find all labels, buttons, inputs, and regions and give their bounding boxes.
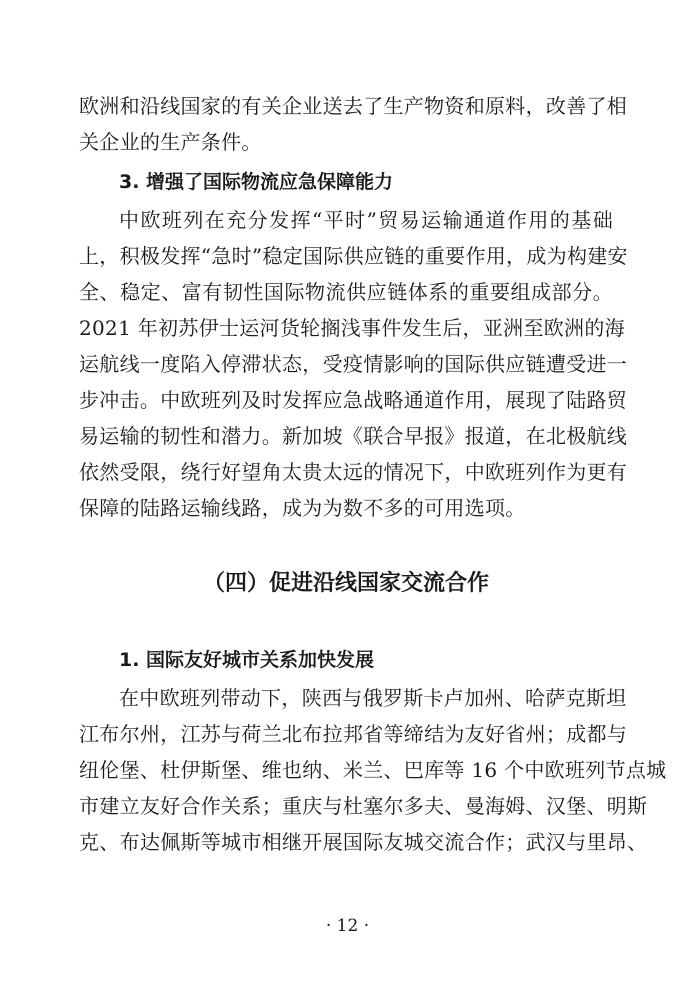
- text-line: 欧洲和沿线国家的有关企业送去了生产物资和原料，改善了相: [79, 94, 628, 118]
- page-number: · 12 ·: [325, 916, 370, 936]
- document-body: [79, 88, 667, 860]
- subheading-friendship-cities: 1. 国际友好城市关系加快发展: [119, 649, 375, 671]
- text-line: 步冲击。中欧班列及时发挥应急战略通道作用，展现了陆路贸: [79, 388, 628, 412]
- text-line: 上，积极发挥“急时”稳定国际供应链的重要作用，成为构建安: [79, 244, 628, 268]
- text-line: 纽伦堡、杜伊斯堡、维也纳、米兰、巴库等 16 个中欧班列节点城: [79, 758, 667, 782]
- text-line: 保障的陆路运输线路，成为为数不多的可用选项。: [79, 496, 526, 520]
- text-line: 易运输的韧性和潜力。新加坡《联合早报》报道，在北极航线: [79, 424, 628, 448]
- paragraph-friendship-cities: [79, 680, 667, 860]
- paragraph-continued: [79, 88, 628, 160]
- text-line: 中欧班列在充分发挥“平时”贸易运输通道作用的基础: [119, 208, 613, 232]
- text-line: 克、布达佩斯等城市相继开展国际友城交流合作；武汉与里昂、: [79, 830, 648, 854]
- text-line: 运航线一度陷入停滞状态，受疫情影响的国际供应链遭受进一: [79, 352, 628, 376]
- text-line: 全、稳定、富有韧性国际物流供应链体系的重要组成部分。: [79, 280, 613, 304]
- text-line: 依然受限，绕行好望角太贵太远的情况下，中欧班列作为更有: [79, 460, 628, 484]
- subheading-logistics: 3. 增强了国际物流应急保障能力: [119, 171, 394, 193]
- text-line: 在中欧班列带动下，陕西与俄罗斯卡卢加州、哈萨克斯坦: [119, 686, 627, 710]
- paragraph-logistics: [79, 202, 628, 526]
- section-title: （四）促进沿线国家交流合作: [202, 571, 489, 596]
- text-line: 市建立友好合作关系；重庆与杜塞尔多夫、曼海姆、汉堡、明斯: [79, 794, 648, 818]
- text-line: 关企业的生产条件。: [79, 130, 262, 154]
- text-line: 2021 年初苏伊士运河货轮搁浅事件发生后，亚洲至欧洲的海: [79, 316, 625, 340]
- text-line: 江布尔州，江苏与荷兰北布拉邦省等缔结为友好省州；成都与: [79, 722, 628, 746]
